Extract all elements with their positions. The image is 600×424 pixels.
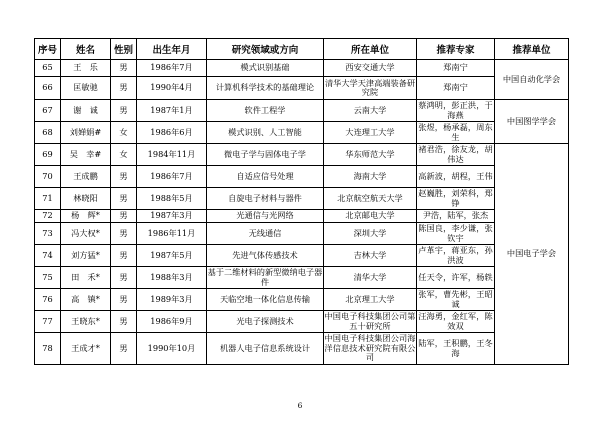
cell-unit: 深圳大学 xyxy=(324,223,417,245)
cell-name: 刘方猛* xyxy=(61,245,111,267)
cell-unit: 北京航空航天大学 xyxy=(324,188,417,210)
cell-recommender: 中国电子学会 xyxy=(495,144,569,365)
cell-no: 76 xyxy=(35,289,61,311)
cell-gender: 男 xyxy=(111,100,137,122)
cell-field: 机器人电子信息系统设计 xyxy=(207,333,324,365)
header-experts: 推荐专家 xyxy=(417,39,495,60)
cell-experts: 任天令，许军，杨轶 xyxy=(417,267,495,289)
cell-name: 杨 辉* xyxy=(61,210,111,223)
cell-name: 匡敏驰 xyxy=(61,77,111,100)
cell-no: 74 xyxy=(35,245,61,267)
table-row xyxy=(35,333,569,365)
cell-gender: 男 xyxy=(111,77,137,100)
table-row xyxy=(35,311,569,333)
cell-no: 69 xyxy=(35,144,61,166)
cell-field: 光通信与光网络 xyxy=(207,210,324,223)
cell-field: 模式识别、人工智能 xyxy=(207,122,324,144)
cell-experts: 张军，曹先彬，王昭诚 xyxy=(418,289,493,309)
cell-birth: 1986年7月 xyxy=(137,60,207,77)
table-row xyxy=(35,210,569,223)
cell-birth: 1987年5月 xyxy=(137,245,207,267)
cell-field: 先进气体传感技术 xyxy=(207,245,324,267)
table-row xyxy=(35,166,569,188)
cell-field: 自适应信号处理 xyxy=(207,166,324,188)
cell-no: 73 xyxy=(35,223,61,245)
cell-experts: 陆军，王积鹏，王冬海 xyxy=(417,333,495,365)
cell-field: 微电子学与固体电子学 xyxy=(207,144,324,166)
cell-experts: 褚君浩，徐友龙，胡伟达 xyxy=(418,144,493,164)
cell-birth: 1987年1月 xyxy=(137,100,207,122)
cell-no: 78 xyxy=(35,333,61,365)
cell-experts: 高新波，胡程，王伟 xyxy=(417,166,495,188)
header-recommender: 推荐单位 xyxy=(495,39,569,60)
cell-no: 66 xyxy=(35,77,61,100)
table-row xyxy=(35,60,569,77)
cell-name: 王成鹏 xyxy=(61,166,111,188)
cell-gender: 男 xyxy=(111,289,137,311)
cell-field: 无线通信 xyxy=(207,223,324,245)
cell-unit: 清华大学 xyxy=(324,267,417,289)
table-row xyxy=(35,122,569,144)
cell-birth: 1990年10月 xyxy=(137,333,207,365)
page-number: 6 xyxy=(297,401,303,410)
header-row xyxy=(35,39,569,60)
cell-name: 吴 幸# xyxy=(61,144,111,166)
table-row xyxy=(35,267,569,289)
table-row xyxy=(35,77,569,100)
cell-gender: 男 xyxy=(111,188,137,210)
cell-no: 65 xyxy=(35,60,61,77)
cell-no: 71 xyxy=(35,188,61,210)
table-row xyxy=(35,100,569,122)
table-row xyxy=(35,144,569,166)
cell-birth: 1989年3月 xyxy=(137,289,207,311)
cell-gender: 男 xyxy=(111,311,137,333)
cell-gender: 男 xyxy=(111,60,137,77)
cell-unit: 云南大学 xyxy=(324,100,417,122)
cell-name: 谢 诚 xyxy=(61,100,111,122)
cell-unit: 中国电子科技集团公司海洋信息技术研究院有限公司 xyxy=(324,333,417,365)
cell-recommender: 中国图学学会 xyxy=(495,100,569,144)
cell-experts: 赵巍胜，刘荣科，郑铮 xyxy=(418,188,493,208)
cell-unit: 中国电子科技集团公司第五十研究所 xyxy=(324,311,416,331)
header-birth: 出生年月 xyxy=(137,39,207,60)
cell-field: 自旋电子材料与器件 xyxy=(207,188,324,210)
cell-experts: 卢革宇，蒋亚东，孙洪波 xyxy=(418,245,493,265)
header-gender: 性别 xyxy=(111,39,137,60)
cell-field: 计算机科学技术的基础理论 xyxy=(207,77,324,100)
cell-name: 王成才* xyxy=(61,333,111,365)
cell-experts: 张煜，杨承磊，周东生 xyxy=(418,122,493,142)
cell-name: 田 禾* xyxy=(61,267,111,289)
cell-no: 75 xyxy=(35,267,61,289)
table-row xyxy=(35,289,569,311)
cell-name: 刘婵娟# xyxy=(61,122,111,144)
cell-field: 模式识别基础 xyxy=(207,60,324,77)
cell-name: 高 镇* xyxy=(61,289,111,311)
cell-no: 77 xyxy=(35,311,61,333)
cell-birth: 1988年3月 xyxy=(137,267,207,289)
cell-birth: 1986年6月 xyxy=(137,122,207,144)
cell-unit: 西安交通大学 xyxy=(324,60,417,77)
cell-no: 67 xyxy=(35,100,61,122)
cell-gender: 女 xyxy=(111,122,137,144)
cell-gender: 男 xyxy=(111,223,137,245)
cell-no: 72 xyxy=(35,210,61,223)
table-row xyxy=(35,245,569,267)
cell-unit: 吉林大学 xyxy=(324,245,417,267)
header-unit: 所在单位 xyxy=(324,39,417,60)
cell-birth: 1986年9月 xyxy=(137,311,207,333)
cell-unit: 大连理工大学 xyxy=(324,122,417,144)
cell-field: 软件工程学 xyxy=(207,100,324,122)
cell-birth: 1990年4月 xyxy=(137,77,207,100)
cell-gender: 女 xyxy=(111,144,137,166)
cell-experts: 尹浩，陆军，张杰 xyxy=(417,210,495,223)
cell-unit: 海南大学 xyxy=(324,166,417,188)
cell-unit: 清华大学天津高端装备研究院 xyxy=(324,77,417,100)
cell-name: 林晓阳 xyxy=(61,188,111,210)
cell-no: 70 xyxy=(35,166,61,188)
cell-field: 光电子探测技术 xyxy=(207,311,324,333)
table-row xyxy=(35,223,569,245)
cell-gender: 男 xyxy=(111,267,137,289)
cell-gender: 男 xyxy=(111,210,137,223)
header-field: 研究领域或方向 xyxy=(207,39,324,60)
header-no: 序号 xyxy=(35,39,61,60)
cell-experts: 汪海勇，金红军，陈效双 xyxy=(418,311,493,331)
cell-recommender: 中国自动化学会 xyxy=(495,60,569,100)
cell-birth: 1986年11月 xyxy=(137,223,207,245)
cell-experts: 陈国良，李少谦，张钦宇 xyxy=(418,223,493,243)
cell-field: 天临空地一体化信息传输 xyxy=(207,289,324,311)
cell-birth: 1986年7月 xyxy=(137,166,207,188)
cell-gender: 男 xyxy=(111,166,137,188)
cell-birth: 1984年11月 xyxy=(137,144,207,166)
cell-unit: 北京理工大学 xyxy=(324,289,417,311)
cell-gender: 男 xyxy=(111,333,137,365)
cell-unit: 北京邮电大学 xyxy=(324,210,417,223)
cell-experts: 郑南宁 xyxy=(417,60,495,77)
cell-experts: 郑南宁 xyxy=(417,77,495,100)
cell-birth: 1988年5月 xyxy=(137,188,207,210)
cell-unit: 华东师范大学 xyxy=(324,144,417,166)
cell-no: 68 xyxy=(35,122,61,144)
cell-gender: 男 xyxy=(111,245,137,267)
header-name: 姓名 xyxy=(61,39,111,60)
cell-experts: 蔡鸿明，彭正洪，于海燕 xyxy=(418,100,493,120)
cell-birth: 1987年3月 xyxy=(137,210,207,223)
table-row xyxy=(35,188,569,210)
cell-name: 王晓东* xyxy=(61,311,111,333)
cell-name: 王 乐 xyxy=(61,60,111,77)
cell-name: 冯大权* xyxy=(61,223,111,245)
cell-field: 基于二维材料的新型微纳电子器件 xyxy=(207,267,323,287)
recommendation-table xyxy=(34,38,569,365)
